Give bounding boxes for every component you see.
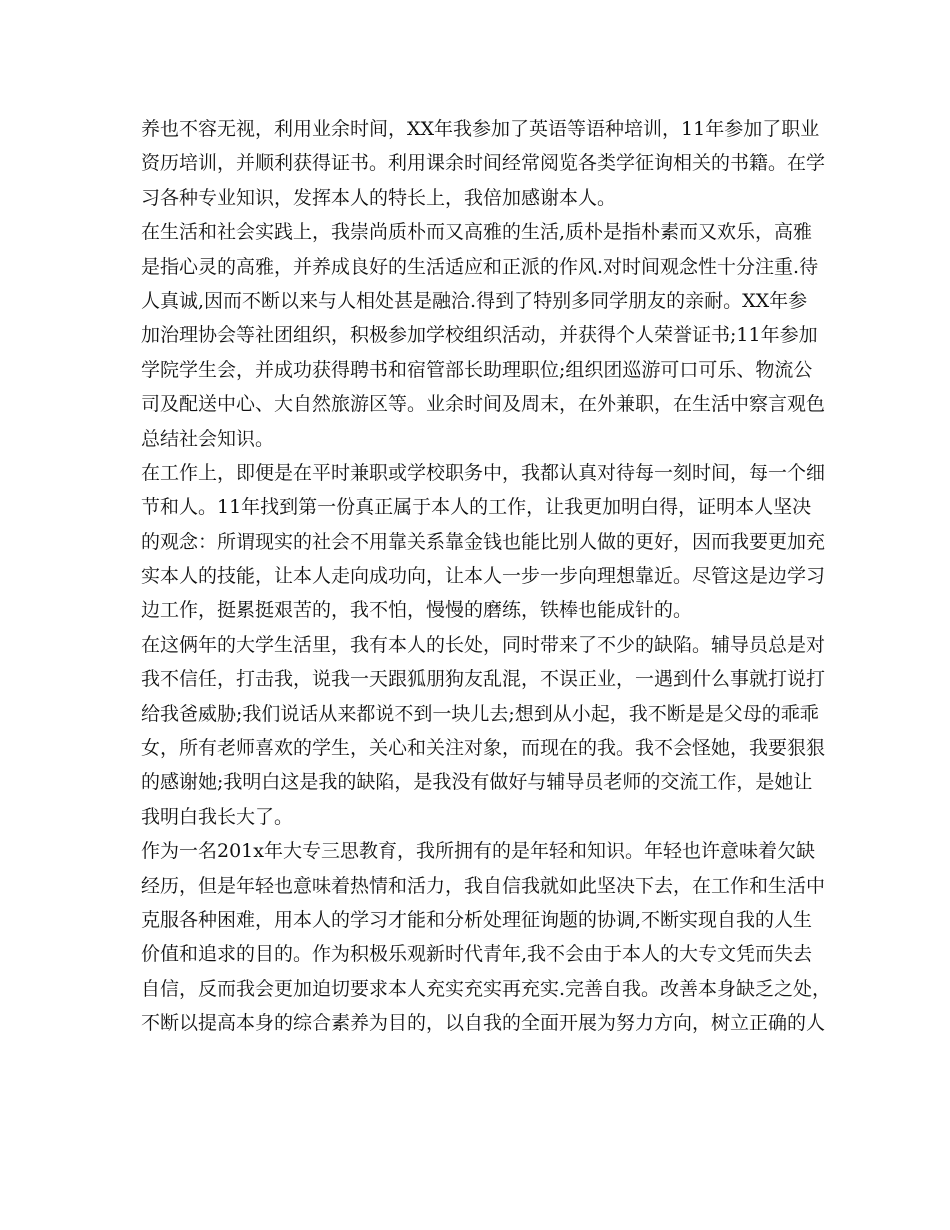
text-line: 给我爸威胁;我们说话从来都说不到一块儿去;想到从小起，我不断是是父母的乖乖 bbox=[141, 702, 819, 725]
text-line: 边工作，挺累挺艰苦的，我不怕，慢慢的磨练，铁棒也能成针的。 bbox=[141, 599, 693, 622]
text-line: 价值和追求的目的。作为积极乐观新时代青年,我不会由于本人的大专文凭而失去 bbox=[141, 943, 813, 966]
text-line: 在工作上，即便是在平时兼职或学校职务中，我都认真对待每一刻时间，每一个细 bbox=[141, 461, 826, 484]
text-line: 我不信任，打击我，说我一天跟狐朋狗友乱混，不误正业，一遇到什么事就打说打 bbox=[141, 668, 826, 691]
text-line: 学院学生会，并成功获得聘书和宿管部长助理职位;组织团巡游可口可乐、物流公 bbox=[141, 358, 813, 381]
text-line: 女，所有老师喜欢的学生，关心和关注对象，而现在的我。我不会怪她，我要狠狠 bbox=[141, 737, 826, 760]
text-line: 资历培训，并顺利获得证书。利用课余时间经常阅览各类学征询相关的书籍。在学 bbox=[141, 152, 826, 175]
text-line: 养也不容无视，利用业余时间，XX年我参加了英语等语种培训，11年参加了职业 bbox=[141, 118, 820, 140]
text-line: 自信，反而我会更加迫切要求本人充实充实再充实.完善自我。改善本身缺乏之处， bbox=[141, 977, 832, 1000]
text-line: 人真诚,因而不断以来与人相处甚是融洽.得到了特别多同学朋友的亲耐。XX年参 bbox=[141, 289, 808, 312]
text-line: 加治理协会等社团组织，积极参加学校组织活动，并获得个人荣誉证书;11年参加 bbox=[141, 324, 818, 347]
text-line: 的观念：所谓现实的社会不用靠关系靠金钱也能比别人做的更好，因而我要更加充 bbox=[141, 530, 826, 553]
text-line: 的感谢她;我明白这是我的缺陷，是我没有做好与辅导员老师的交流工作，是她让 bbox=[141, 771, 813, 794]
text-line: 总结社会知识。 bbox=[141, 427, 275, 450]
text-line: 在这俩年的大学生活里，我有本人的长处，同时带来了不少的缺陷。辅导员总是对 bbox=[141, 633, 826, 656]
text-line: 我明白我长大了。 bbox=[141, 805, 294, 828]
text-line: 作为一名201x年大专三思教育，我所拥有的是年轻和知识。年轻也许意味着欠缺 bbox=[141, 840, 815, 863]
text-line: 习各种专业知识，发挥本人的特长上，我倍加感谢本人。 bbox=[141, 186, 617, 209]
text-line: 经历，但是年轻也意味着热情和活力，我自信我就如此坚决下去，在工作和生活中 bbox=[141, 874, 826, 897]
text-line: 不断以提高本身的综合素养为目的，以自我的全面开展为努力方向，树立正确的人 bbox=[141, 1012, 826, 1035]
text-line: 节和人。11年找到第一份真正属于本人的工作，让我更加明白得，证明本人坚决 bbox=[141, 496, 812, 519]
text-line: 司及配送中心、大自然旅游区等。业余时间及周末，在外兼职，在生活中察言观色 bbox=[141, 393, 826, 416]
text-line: 是指心灵的高雅，并养成良好的生活适应和正派的作风.对时间观念性十分注重.待 bbox=[141, 255, 819, 278]
text-line: 克服各种困难，用本人的学习才能和分析处理征询题的协调,不断实现自我的人生 bbox=[141, 908, 813, 931]
text-line: 在生活和社会实践上，我崇尚质朴而又高雅的生活,质朴是指朴素而又欢乐，高雅 bbox=[141, 221, 813, 244]
body-text bbox=[141, 112, 831, 1041]
text-line: 实本人的技能，让本人走向成功向，让本人一步一步向理想靠近。尽管这是边学习 bbox=[141, 565, 826, 588]
